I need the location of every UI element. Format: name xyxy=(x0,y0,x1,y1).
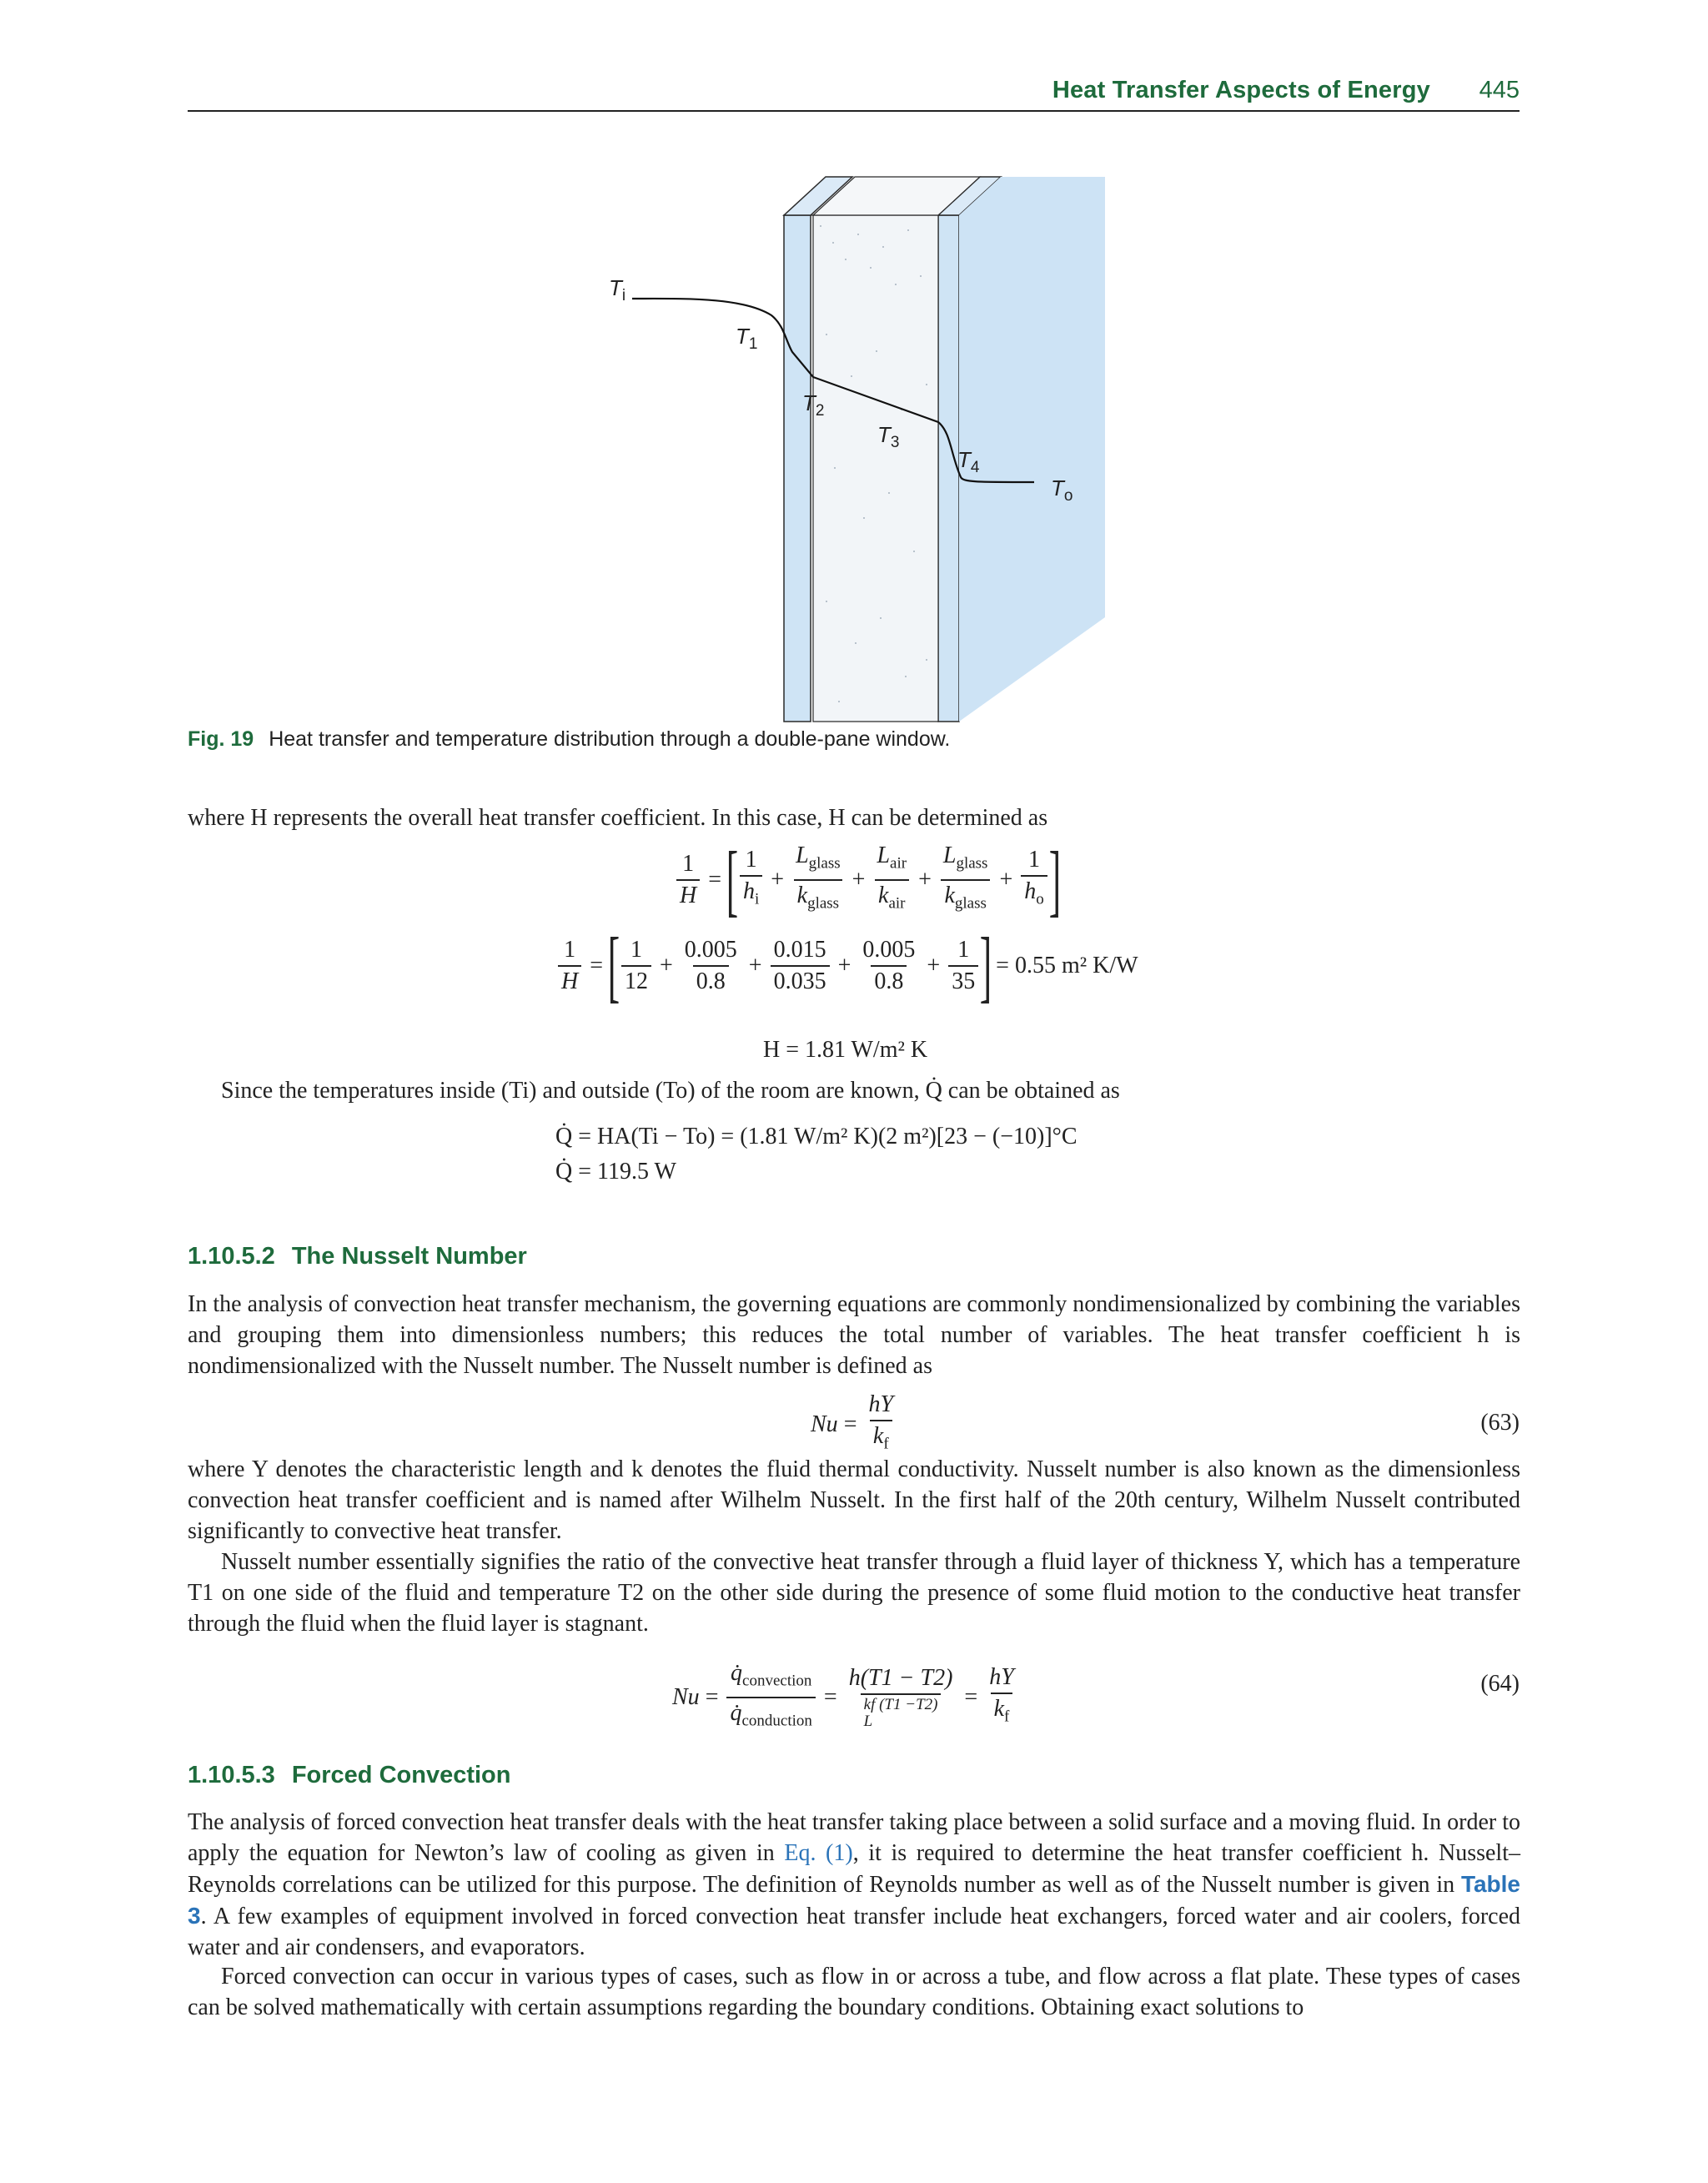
one-over-h-result: = 0.55 m² K/W xyxy=(996,953,1138,978)
running-title: Heat Transfer Aspects of Energy xyxy=(1052,77,1430,103)
equation-number-64: (64) xyxy=(1480,1671,1520,1697)
label-t1: $T_1$ xyxy=(736,324,758,354)
inner-pane-face xyxy=(784,215,811,722)
running-header xyxy=(188,73,1520,112)
link-eq-1[interactable]: Eq. (1) xyxy=(784,1840,853,1866)
label-t4: $T_4$ xyxy=(957,447,980,477)
label-t2: $T_2$ xyxy=(802,390,825,420)
label-t-inside: $T_i$ xyxy=(609,275,626,305)
frac-lair-kair: $\frac{L_{air}}{k_{air}}$ xyxy=(873,843,910,917)
equation-h-result: H = 1.81 W/m² K xyxy=(763,1037,928,1063)
figure-caption-text: Heat transfer and temperature distribution through a double-pane window. xyxy=(269,727,951,751)
outer-pane-side xyxy=(959,177,1105,722)
label-t3: $T_3$ xyxy=(877,422,900,452)
paragraph-nusselt-where: where Y denotes the characteristic length and k denotes the fluid thermal conductivity. Nusselt number is also known as the dimensionless convection heat transfer coefficient and is named after Wilhelm Nusselt. In the first half of the 20th century, Wilhelm Nusselt contributed significantly to convective heat transfer. xyxy=(188,1456,1520,1544)
paragraph-q-intro: Since the temperatures inside (Ti) and outside (To) of the room are known, Q̇ can be obtained as xyxy=(221,1078,1120,1104)
figure-caption xyxy=(188,727,950,752)
equation-number-63: (63) xyxy=(1480,1410,1520,1436)
window-diagram xyxy=(584,167,1134,726)
equation-q-result: Q̇ = 119.5 W xyxy=(555,1159,676,1185)
frac-1-over-H: $\frac{1}{H}$ xyxy=(676,851,700,909)
paragraph-forced-1: The analysis of forced convection heat transfer deals with the heat transfer taking place between a solid surface and a moving fluid. In order to apply the equation for Newton’s law of cooling as given in Eq. (1), it is required to determine the heat transfer coefficient h. Nusselt–Reynolds correlations can be utilized for this purpose. The definition of Reynolds number as well as of the Nusselt number is given in Table 3. A few examples of equipment involved in forced convection heat transfer include heat exchangers, forced water and air coolers, forced water and air condensers, and evaporators. xyxy=(188,1809,1521,1960)
label-t-outside: $T_o$ xyxy=(1051,475,1073,506)
equation-overall-h-numeric: $\frac{1}{H}$ = [ $\frac{1}{12}$ + $\frac{0.005}{0.8}$ + $\frac{0.015}{0.035}$ + $\frac{0.005}{0.8}$ + $\frac{1}{35}$ ] = 0.55 m² K/W xyxy=(555,933,1138,999)
section-heading-forced-convection: 1.10.5.3 Forced Convection xyxy=(188,1762,511,1788)
outer-pane-face xyxy=(938,215,959,722)
link-table-3[interactable]: Table 3 xyxy=(188,1871,1521,1929)
equation-q-calc: Q̇ = HA(Ti − To) = (1.81 W/m² K)(2 m²)[23 − (−10)]°C xyxy=(555,1124,1078,1149)
paragraph-nusselt-intro: In the analysis of convection heat transfer mechanism, the governing equations are commonly nondimensionalized by combining the variables and grouping them into dimensionless numbers; this reduces the total number of variables. The heat transfer coefficient h is nondimensionalized with the Nusselt number. The Nusselt number is defined as xyxy=(188,1291,1520,1379)
figure-double-pane-window xyxy=(584,167,1134,726)
page-number: 445 xyxy=(1479,77,1520,103)
section-heading-nusselt: 1.10.5.2 The Nusselt Number xyxy=(188,1243,527,1270)
frac-1-over-ho: $\frac{1}{h_o}$ xyxy=(1021,847,1047,913)
equation-overall-h-symbolic: $\frac{1}{H}$ = [ $\frac{1}{h_i}$ + $\frac{L_{glass}}{k_{glass}}$ + $\frac{L_{air}}{k_{air}}$ + $\frac{L_{glass}}{k_{glass}}$ + $\frac{1}{h_o}$ ] xyxy=(674,843,1060,917)
frac-lglass-kglass: $\frac{L_{glass}}{k_{glass}}$ xyxy=(792,843,844,917)
paragraph-forced-2: Forced convection can occur in various types of cases, such as flow in or across a tube, and flow across a flat plate. These types of cases can be solved mathematically with certain assumptions regarding the boundary conditions. Obtaining exact solutions to xyxy=(188,1964,1520,2020)
frac-lglass-kglass-2: $\frac{L_{glass}}{k_{glass}}$ xyxy=(940,843,992,917)
equation-64: Nu = $\frac{q̇_{convection}}{q̇_{conduction}}$ = h(T1 − T2) kf (T1 −T2) L = $\frac{hY}{k_f}$ xyxy=(672,1660,1020,1734)
paragraph-h-intro: where H represents the overall heat transfer coefficient. In this case, H can be determined as xyxy=(188,805,1048,831)
figure-label: Fig. 19 xyxy=(188,727,254,751)
air-gap-face xyxy=(813,215,938,722)
paragraph-nusselt-ratio: Nusselt number essentially signifies the ratio of the convective heat transfer through a fluid layer of thickness Y, which has a temperature T1 on one side of the fluid and temperature T2 on the other side during the presence of some fluid motion to the conductive heat transfer through the fluid when the fluid layer is stagnant. xyxy=(188,1549,1520,1637)
equation-63: Nu = $\frac{hY}{k_f}$ xyxy=(811,1391,899,1458)
frac-1-over-hi: $\frac{1}{h_i}$ xyxy=(740,847,762,913)
